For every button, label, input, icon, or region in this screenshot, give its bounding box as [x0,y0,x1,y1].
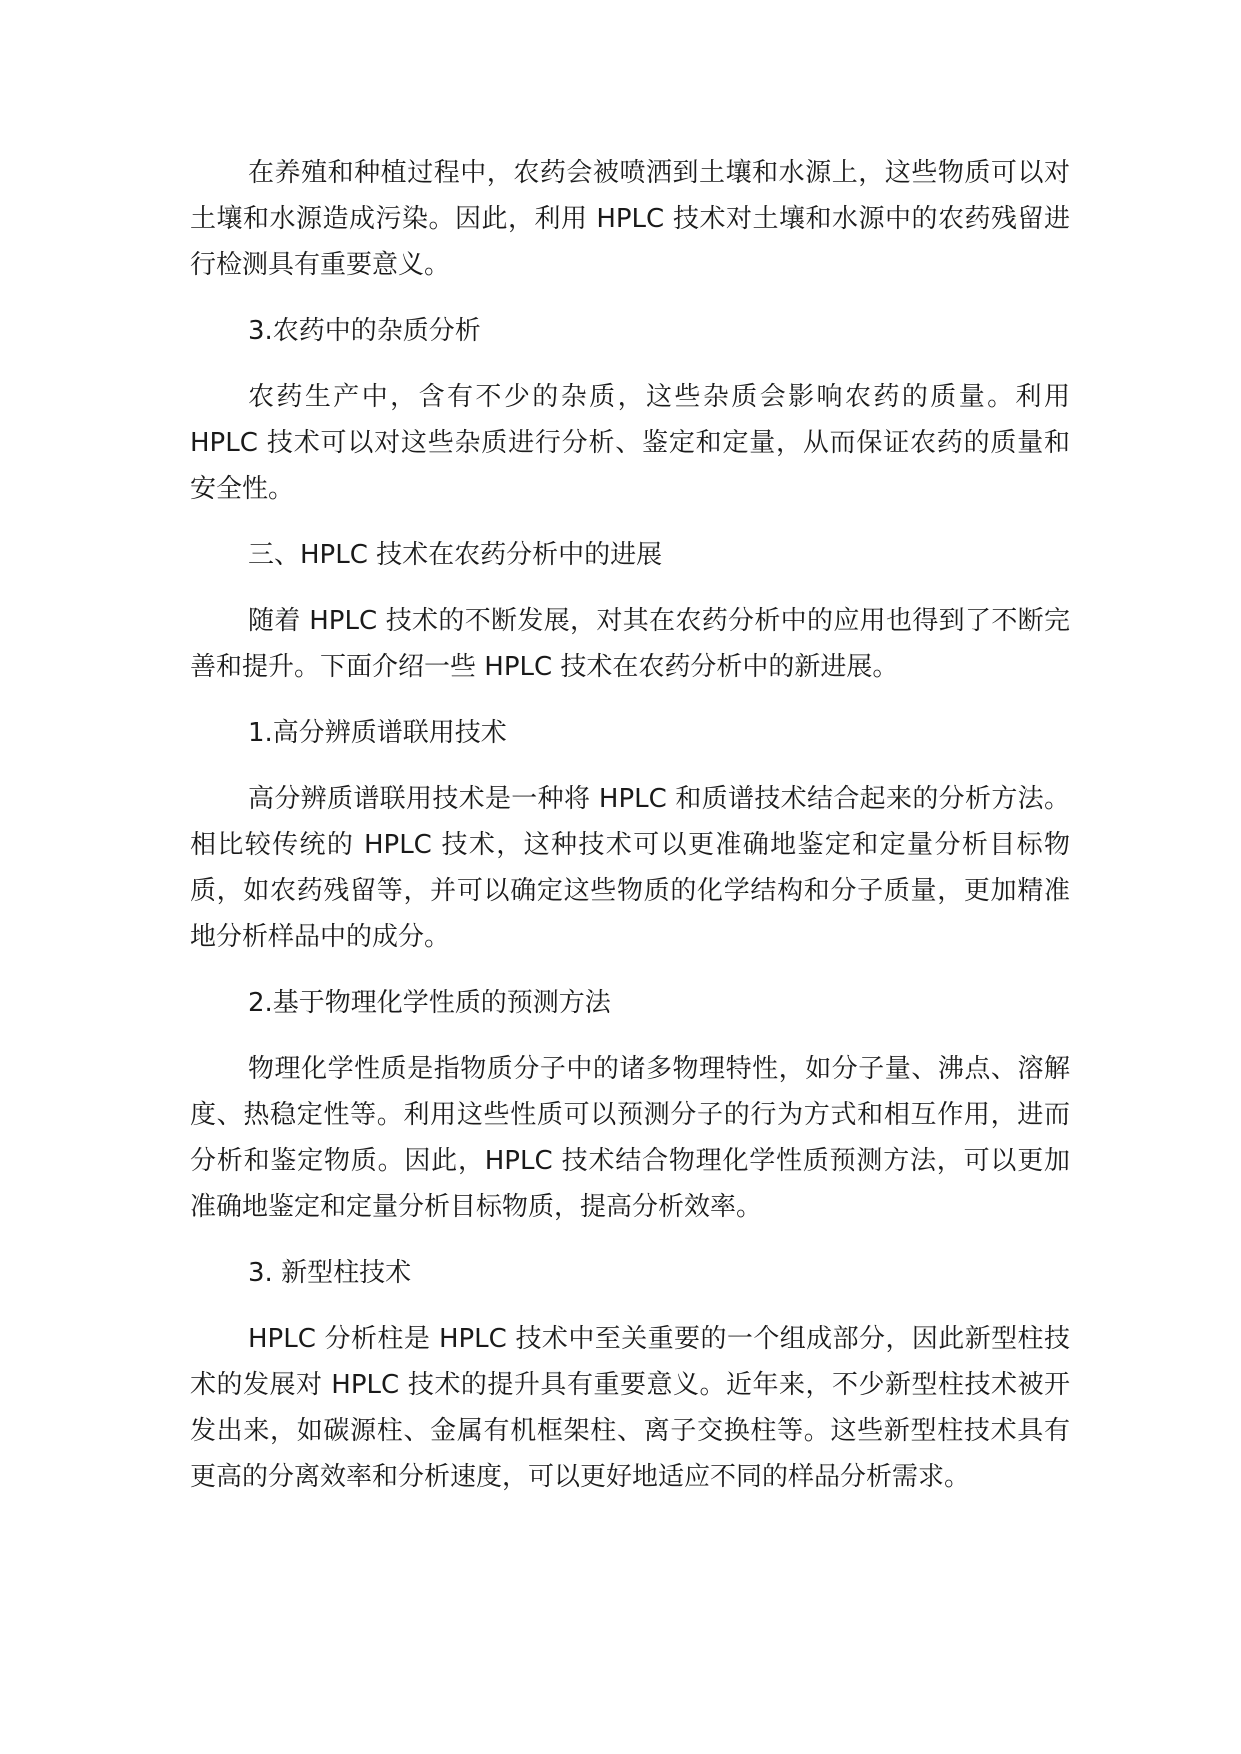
heading-hplc-progress: 三、HPLC 技术在农药分析中的进展 [248,540,663,570]
heading-physicochemical-prediction: 2.基于物理化学性质的预测方法 [248,988,611,1018]
paragraph-physicochemical-prediction: 物理化学性质是指物质分子中的诸多物理特性，如分子量、沸点、溶解度、热稳定性等。利用这些性质可以预测分子的行为方式和相互作用，进而分析和鉴定物质。因此，HPLC 技术结合物理化学性质预测方法，可以更加准确地鉴定和定量分析目标物质，提高分析效率。 [190,1054,1070,1222]
heading-high-resolution-ms: 1.高分辨质谱联用技术 [248,718,507,748]
document-body [190,150,1070,1500]
paragraph-soil-water-residue: 在养殖和种植过程中，农药会被喷洒到土壤和水源上，这些物质可以对土壤和水源造成污染。因此，利用 HPLC 技术对土壤和水源中的农药残留进行检测具有重要意义。 [190,158,1070,280]
heading-new-column-technology: 3. 新型柱技术 [248,1258,412,1288]
paragraph-hplc-progress-intro: 随着 HPLC 技术的不断发展，对其在农药分析中的应用也得到了不断完善和提升。下面介绍一些 HPLC 技术在农药分析中的新进展。 [190,606,1070,682]
paragraph-high-resolution-ms: 高分辨质谱联用技术是一种将 HPLC 和质谱技术结合起来的分析方法。相比较传统的 HPLC 技术，这种技术可以更准确地鉴定和定量分析目标物质，如农药残留等，并可以确定这些物质的化学结构和分子质量，更加精准地分析样品中的成分。 [190,784,1070,952]
paragraph-new-column-technology: HPLC 分析柱是 HPLC 技术中至关重要的一个组成部分，因此新型柱技术的发展对 HPLC 技术的提升具有重要意义。近年来，不少新型柱技术被开发出来，如碳源柱、金属有机框架柱、离子交换柱等。这些新型柱技术具有更高的分离效率和分析速度，可以更好地适应不同的样品分析需求。 [190,1324,1070,1492]
paragraph-impurity-analysis: 农药生产中，含有不少的杂质，这些杂质会影响农药的质量。利用 HPLC 技术可以对这些杂质进行分析、鉴定和定量，从而保证农药的质量和安全性。 [190,382,1070,504]
heading-impurity-analysis: 3.农药中的杂质分析 [248,316,481,346]
